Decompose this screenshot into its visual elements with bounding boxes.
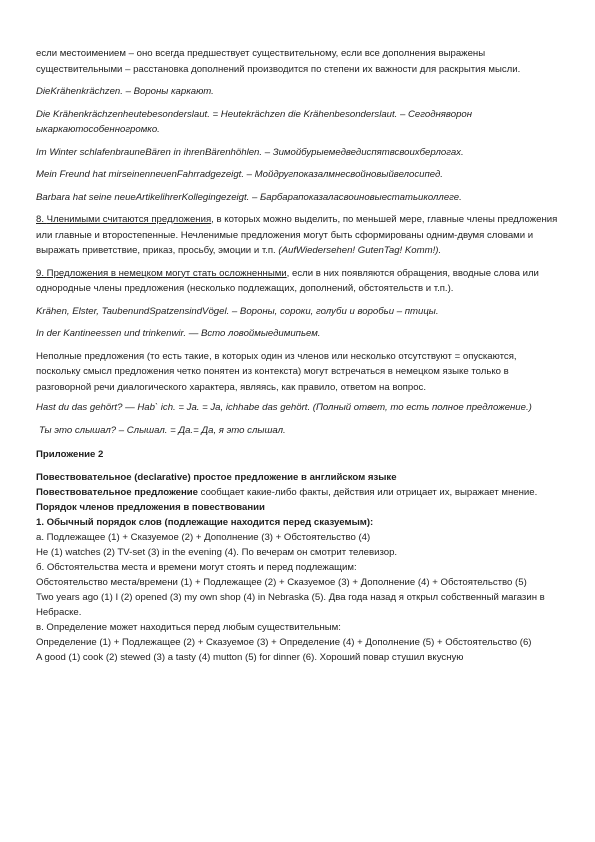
rule-b-example: Two years ago (1) I (2) opened (3) my own shop (4) in Nebraska (5). Два года назад я открыл собственный магазин в Небраске. [36, 591, 545, 618]
paragraph-8 [36, 212, 560, 259]
example-4: Mein Freund hat mirseinenneuenFahrradgezeigt. – Мойдругпоказалмнесвойновыйвелосипед. [36, 169, 443, 180]
rule-a-example: He (1) watches (2) TV-set (3) in the evening (4). По вечерам он смотрит телевизор. [36, 546, 398, 558]
paragraph-incomplete-sentences: Неполные предложения (то есть такие, в которых один из членов или несколько отсутствуют = опускаются, поскольку смысл предложения четко понятен из контекста) могут встречаться в немецком языке только в разговорной речи диалогического характера, являясь, как правило, ответом на вопрос. [36, 350, 517, 393]
p9-underlined: Предложения в немецком могут стать осложненными [46, 267, 287, 279]
appendix-definition [36, 485, 560, 500]
rule-c-formula: Определение (1) + Подлежащее (2) + Сказуемое (3) + Определение (4) + Дополнение (5) + Обстоятельство (6) [36, 636, 532, 648]
appendix-subheading: Порядок членов предложения в повествовании [36, 501, 265, 513]
paragraph-object-order: если местоимением – оно всегда предшествует существительному, если все дополнения выражены существительными – расстановка дополнений производится по степени их важности для раскрытия мысли. [36, 48, 521, 75]
rule-b-formula: Обстоятельство места/времени (1) + Подлежащее (2) + Сказуемое (3) + Дополнение (4) + Обстоятельство (5) [36, 576, 527, 588]
rule-c: в. Определение может находиться перед любым существительным: [36, 621, 341, 633]
p8-text: , в которых можно выделить, по меньшей мере, главные члены предложения или главные и второстепенные. Нечленимые предложения могут быть сформированы одним-двумя словами и выражать приветствие, приказ, просьбу, эмоции и т.п. [36, 214, 558, 256]
definition-text: сообщает какие-либо факты, действия или отрицает их, выражает мнение. [198, 486, 538, 498]
rule-c-example: A good (1) cook (2) stewed (3) a tasty (4) mutton (5) for dinner (6). Хороший повар стушил вкусную [36, 651, 464, 663]
paragraph-9 [36, 266, 560, 297]
p8-example: (AufWiedersehen! GutenTag! Komm!). [278, 245, 442, 256]
example-6: Krähen, Elster, TaubenundSpatzensindVögel. – Вороны, сороки, голуби и воробьи – птицы. [36, 305, 439, 317]
p8-number: 8. [36, 214, 47, 225]
example-9: Ты это слышал? – Слышал. = Да.= Да, я это слышал. [39, 424, 286, 436]
appendix-rule-1: 1. Обычный порядок слов (подлежащие находится перед сказуемым): [36, 516, 374, 528]
rule-a: а. Подлежащее (1) + Сказуемое (2) + Дополнение (3) + Обстоятельство (4) [36, 531, 371, 543]
p9-number: 9. [36, 267, 47, 279]
example-1: DieKrähenkrächzen. – Вороны каркают. [36, 86, 214, 97]
example-7: In der Kantineessen und trinkenwir. — Всто ловоймыедимипьем. [36, 328, 321, 339]
appendix-heading: Повествовательное (declarative) простое предложение в английском языке [36, 471, 397, 483]
example-8: Hast du das gehört? — Hab` ich. = Ja. = Ja, ichhabe das gehört. (Полный ответ, то есть полное предложение.) [36, 402, 532, 413]
p8-underlined: Членимыми считаются предложения [46, 214, 212, 225]
example-3: Im Winter schlafenbrauneBären in ihrenBärenhöhlen. – Зимойбурыемедведиспятвсвоихберлогах. [36, 146, 464, 158]
p9-text: , если в них появляются обращения, вводные слова или однородные члены предложения (несколько подлежащих, дополнений, обстоятельств и т.п.). [36, 267, 539, 294]
rule-b: б. Обстоятельства места и времени могут стоять и перед подлежащим: [36, 561, 357, 573]
example-2: Die Krähenkrächzenheutebesonderslaut. = Heutekrächzen die Krähenbesonderslaut. – Сегодняворон ыкаркаютособенногромко. [36, 108, 473, 135]
definition-term: Повествовательное предложение [36, 486, 199, 498]
example-5: Barbara hat seine neueArtikelihrerKollegingezeigt. – Барбарапоказаласвоиновыестатьиколлеге. [36, 191, 462, 203]
document-page [36, 46, 560, 665]
appendix-title: Приложение 2 [36, 449, 104, 460]
